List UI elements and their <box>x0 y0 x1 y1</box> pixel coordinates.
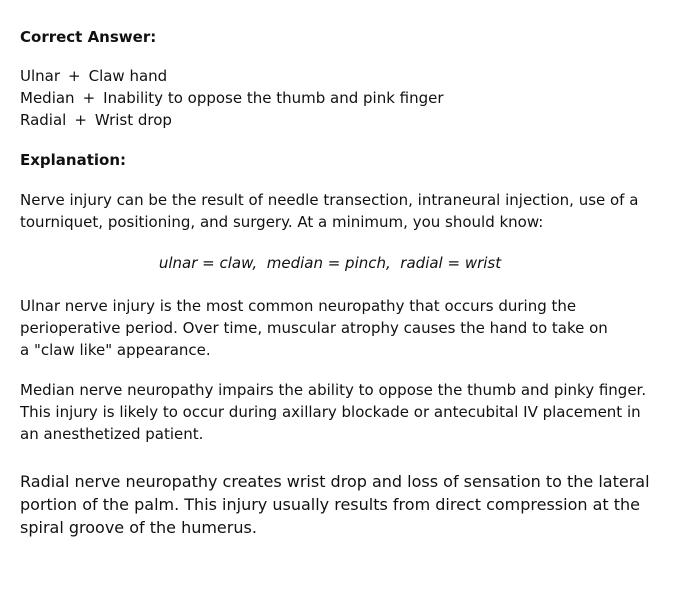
correct-answer-heading: Correct Answer: <box>20 28 157 46</box>
mnemonic-line: ulnar = claw, median = pinch, radial = wrist <box>158 254 502 272</box>
answer-plus: + <box>82 89 96 107</box>
answer-finding: Inability to oppose the thumb and pink finger <box>103 89 444 107</box>
answer-finding: Wrist drop <box>94 111 172 129</box>
answer-row-radial <box>20 109 444 131</box>
answer-plus: + <box>74 111 87 129</box>
answer-finding: Claw hand <box>88 67 168 85</box>
answer-nerve: Median <box>20 89 75 107</box>
median-paragraph: Median nerve neuropathy impairs the ability to oppose the thumb and pinky finger. This injury is likely to occur during axillary blockade or antecubital IV placement in an anesthetized patient. <box>20 381 647 443</box>
answer-list <box>20 65 444 131</box>
answer-nerve: Ulnar <box>20 67 61 85</box>
ulnar-paragraph: Ulnar nerve injury is the most common neuropathy that occurs during the perioperative period. Over time, muscular atrophy causes the hand to take on a "claw like" appearance. <box>20 297 608 359</box>
radial-paragraph: Radial nerve neuropathy creates wrist drop and loss of sensation to the lateral portion of the palm. This injury usually results from direct compression at the spiral groove of the humerus. <box>20 472 650 537</box>
explanation-heading: Explanation: <box>20 151 127 169</box>
intro-paragraph: Nerve injury can be the result of needle transection, intraneural injection, use of a tourniquet, positioning, and surgery. At a minimum, you should know: <box>20 191 639 231</box>
answer-row-median <box>20 87 444 109</box>
answer-nerve: Radial <box>20 111 67 129</box>
answer-row-ulnar <box>20 65 444 87</box>
answer-plus: + <box>68 67 81 85</box>
